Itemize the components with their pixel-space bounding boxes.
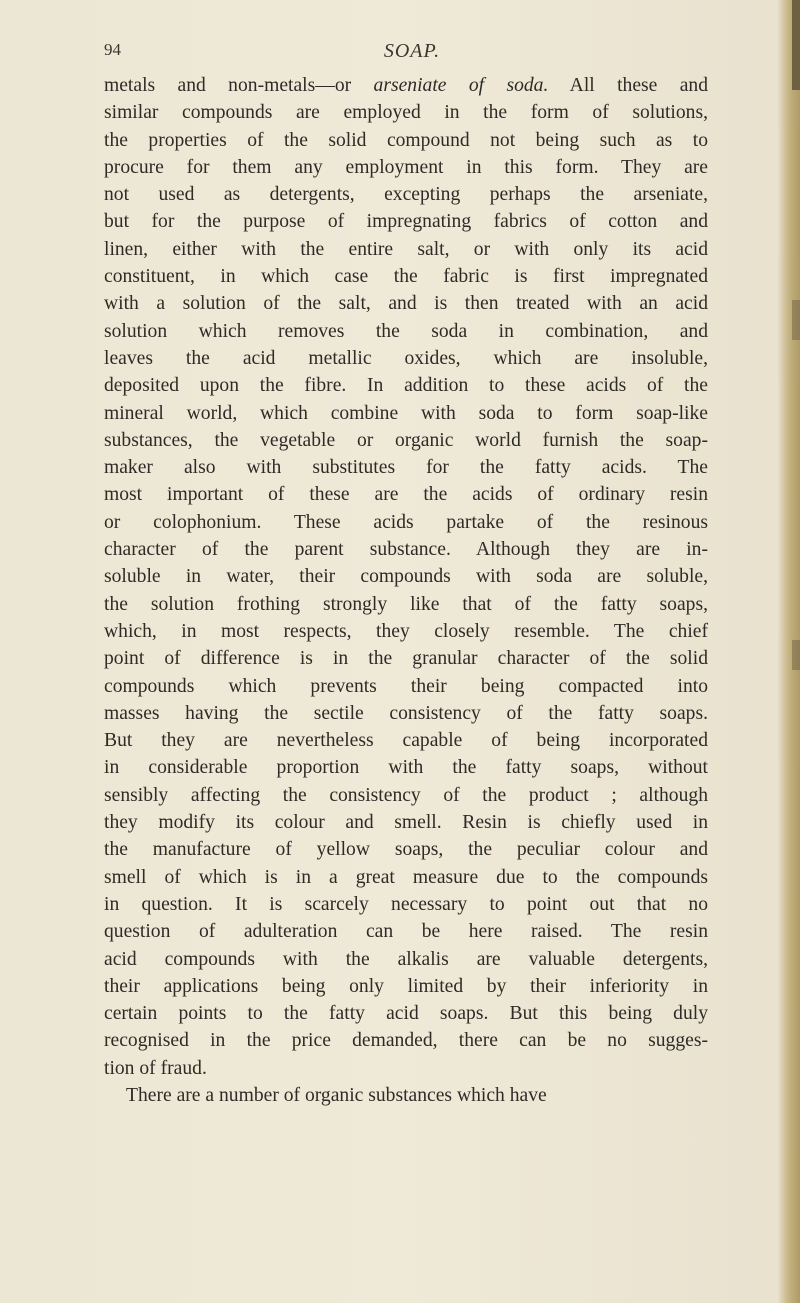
- running-head: [104, 40, 720, 66]
- text-line: question of adulteration can be here raised. The resin: [104, 921, 708, 943]
- text-line: their applications being only limited by their inferiority in: [104, 975, 708, 997]
- text-line: constituent, in which case the fabric is first impregnated: [104, 266, 708, 288]
- text-line: or colophonium. These acids partake of the resinous: [104, 511, 708, 533]
- text-line: but for the purpose of impregnating fabrics of cotton and: [104, 211, 708, 233]
- text-line: linen, either with the entire salt, or with only its acid: [104, 238, 708, 260]
- text-line: solution which removes the soda in combination, and: [104, 320, 708, 342]
- text-line: character of the parent substance. Although they are in-: [104, 539, 708, 561]
- text-segment: All these and: [548, 75, 708, 96]
- text-line: masses having the sectile consistency of the fatty soaps.: [104, 702, 708, 724]
- text-line: the manufacture of yellow soaps, the peculiar colour and: [104, 839, 708, 861]
- text-line: maker also with substitutes for the fatty acids. The: [104, 457, 708, 479]
- text-line: [104, 72, 708, 99]
- text-line: There are a number of organic substances which have: [126, 1084, 547, 1106]
- text-line: the properties of the solid compound not being such as to: [104, 129, 708, 151]
- text-line: most important of these are the acids of ordinary resin: [104, 484, 708, 506]
- page-edge-mark: [792, 640, 800, 670]
- page-edge-mark: [792, 0, 800, 90]
- text-line: certain points to the fatty acid soaps. But this being duly: [104, 1003, 708, 1025]
- body-text: [104, 72, 708, 1109]
- text-line: point of difference is in the granular character of the solid: [104, 648, 708, 670]
- page-number: 94: [104, 40, 121, 59]
- text-line: in considerable proportion with the fatty soaps, without: [104, 757, 708, 779]
- page-edge-mark: [792, 300, 800, 340]
- italic-phrase: arseniate of soda.: [373, 75, 549, 96]
- text-line: mineral world, which combine with soda to form soap-like: [104, 402, 708, 424]
- text-line: recognised in the price demanded, there can be no sugges-: [104, 1030, 708, 1052]
- text-line: procure for them any employment in this form. They are: [104, 156, 708, 178]
- page-edge: [778, 0, 800, 1303]
- text-line: leaves the acid metallic oxides, which are insoluble,: [104, 347, 708, 369]
- text-line: substances, the vegetable or organic world furnish the soap-: [104, 429, 708, 451]
- text-line: acid compounds with the alkalis are valuable detergents,: [104, 948, 708, 970]
- text-line: the solution frothing strongly like that of the fatty soaps,: [104, 593, 708, 615]
- text-segment: metals and non-metals—or: [104, 75, 374, 96]
- text-line: But they are nevertheless capable of being incorporated: [104, 730, 708, 752]
- text-line: soluble in water, their compounds with soda are soluble,: [104, 566, 708, 588]
- running-title: SOAP.: [383, 40, 441, 62]
- text-line: in question. It is scarcely necessary to point out that no: [104, 893, 708, 915]
- text-line: with a solution of the salt, and is then treated with an acid: [104, 293, 708, 315]
- text-line: not used as detergents, excepting perhaps the arseniate,: [104, 184, 708, 206]
- text-line: tion of fraud.: [104, 1057, 207, 1079]
- text-line: compounds which prevents their being compacted into: [104, 675, 708, 697]
- text-line: similar compounds are employed in the form of solutions,: [104, 102, 708, 124]
- text-line: deposited upon the fibre. In addition to these acids of the: [104, 375, 708, 397]
- text-line: which, in most respects, they closely resemble. The chief: [104, 620, 708, 642]
- text-line: they modify its colour and smell. Resin is chiefly used in: [104, 812, 708, 834]
- text-line: smell of which is in a great measure due to the compounds: [104, 866, 708, 888]
- text-line: sensibly affecting the consistency of the product ; although: [104, 784, 708, 806]
